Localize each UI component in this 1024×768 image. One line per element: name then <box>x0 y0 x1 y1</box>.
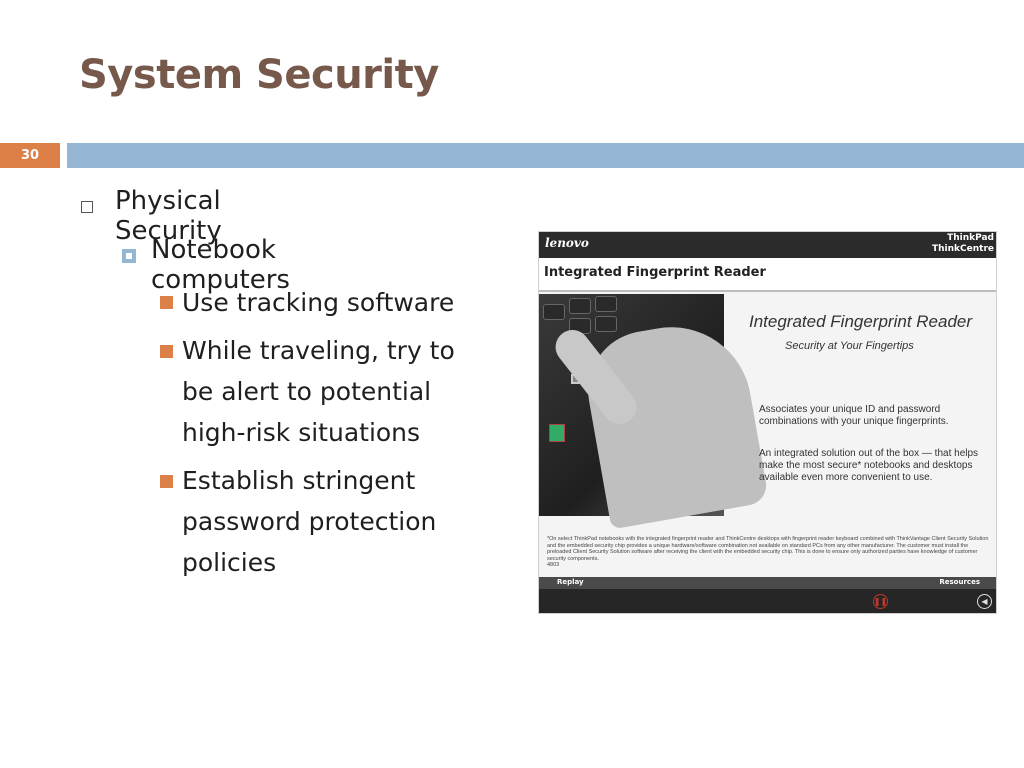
screenshot-footnote <box>547 536 992 569</box>
screenshot-heading: Integrated Fingerprint Reader <box>749 312 973 331</box>
bullet-physical-security: Physical Security <box>115 186 222 246</box>
replay-button[interactable]: Replay <box>557 578 584 586</box>
footnote-text: *On select ThinkPad notebooks with the integrated fingerprint reader and ThinkCentre desktops with fingerprint reader keyboard combined with ThinkVantage Client Security Solution and the embedded security chip provides a unique hardware/software combination not available on standard PCs from any other manufacturer. The customer must install the preloaded Client Security Solution software after receiving the client with the embedded security chip. This is done to ensure only authorized parties have knowledge of customer security components. <box>547 536 989 562</box>
lenovo-logo: lenovo <box>545 236 589 250</box>
keyboard-key <box>595 296 617 312</box>
screenshot-top-bar <box>539 232 997 258</box>
pause-icon[interactable]: ❚❚ <box>873 594 888 609</box>
screenshot-subheading: Security at Your Fingertips <box>785 340 914 352</box>
footnote-code: 4803 <box>547 562 560 568</box>
screenshot-header <box>539 258 997 292</box>
keyboard-key <box>595 316 617 332</box>
screenshot-control-bar <box>539 589 997 614</box>
bullet-notebook-computers: Notebook computers <box>151 235 290 295</box>
screenshot-nav-bar <box>539 577 997 589</box>
title-bar <box>67 143 1024 168</box>
bullet-password-policies: Establish stringent password protection policies <box>182 466 437 577</box>
screenshot-header-title: Integrated Fingerprint Reader <box>544 265 766 280</box>
bullet-marker-level3 <box>160 475 173 488</box>
brand-text <box>932 233 994 255</box>
bullet-marker-level3 <box>160 296 173 309</box>
keyboard-key <box>569 298 591 314</box>
hand-illustration <box>579 315 770 530</box>
slide-title: System Security <box>79 52 439 98</box>
bullet-tracking-software: Use tracking software <box>182 288 455 317</box>
screenshot-para-2: An integrated solution out of the box — that helps make the most secure* notebooks and desktops available even more convenient to use. <box>759 448 979 483</box>
brand-thinkpad: ThinkPad <box>947 233 994 243</box>
resources-button[interactable]: Resources <box>939 578 980 586</box>
brand-thinkcentre: ThinkCentre <box>932 244 994 254</box>
bullet-marker-level1 <box>81 201 93 213</box>
speaker-icon[interactable]: ◀ <box>977 594 992 609</box>
keyboard-key <box>543 304 565 320</box>
bullet-marker-level3 <box>160 345 173 358</box>
bullet-traveling-alert: While traveling, try to be alert to potential high-risk situations <box>182 336 455 447</box>
sticker-icon <box>549 424 565 442</box>
bullet-marker-level2 <box>122 249 136 263</box>
screenshot-para-1: Associates your unique ID and password combinations with your unique fingerprints. <box>759 404 949 427</box>
slide-number: 30 <box>0 143 60 168</box>
fingerprint-reader-screenshot <box>538 231 997 614</box>
